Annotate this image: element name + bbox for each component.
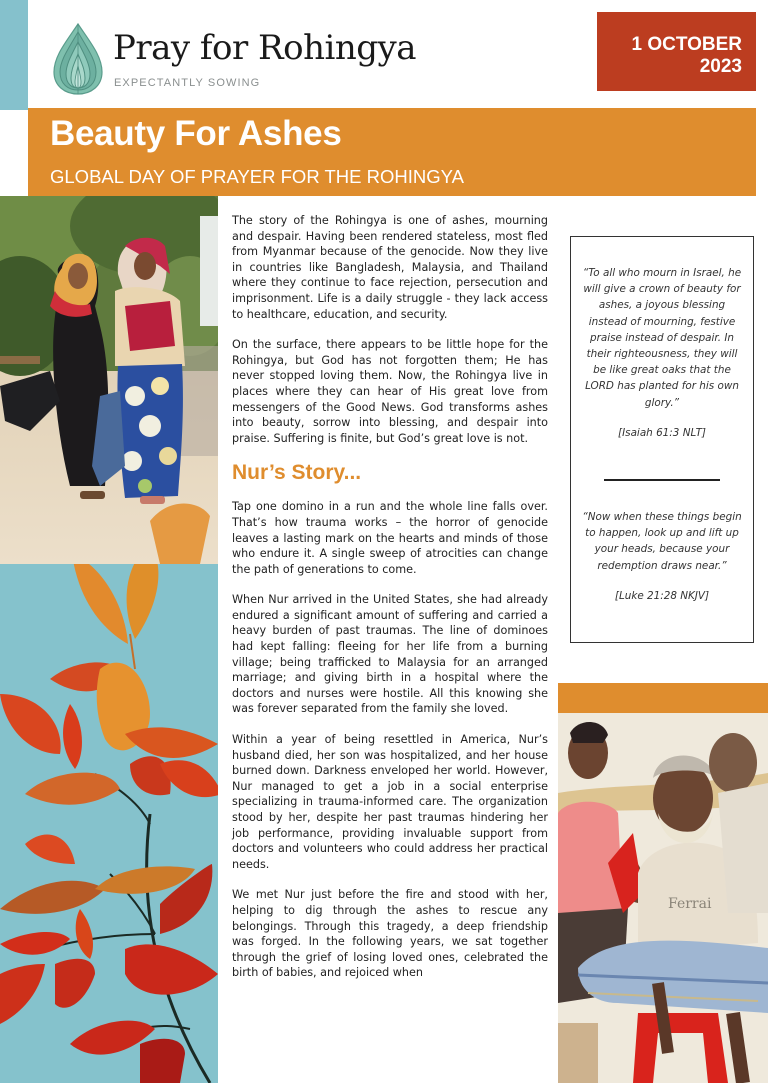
- intro-paragraph: On the surface, there appears to be little hope for the Rohingya, but God has not forgotten them; He has never stopped loving them. Now, the Rohingya live in places where they can hear of His great love from messengers of the Good News. God transforms ashes into beauty, sorrow into blessing, and despair into praise. Suffering is finite, but God’s great love is not.: [232, 338, 548, 445]
- date-badge: [597, 12, 756, 91]
- autumn-leaves-illustration: [0, 564, 218, 1083]
- title-banner: [28, 108, 756, 196]
- page-subtitle: GLOBAL DAY OF PRAYER FOR THE ROHINGYA: [50, 166, 464, 187]
- story-paragraph: Tap one domino in a run and the whole line falls over. That’s how trauma works – the horror of genocide leaves a lasting mark on the hearts and minds of those who endure it. A single sweep of atrocities can change the path of generations to come.: [232, 500, 548, 576]
- story-paragraph: Within a year of being resettled in America, Nur’s husband died, her son was hospitalized, and her house burned down. Darkness enveloped her world. However, Nur managed to get a job in a social enterprise specializing in trauma-informed care. The organization stood by her, despite her past traumas hindering her job performance, providing invaluable support from doctors and volunteers who could address her practical needs.: [232, 733, 548, 871]
- quote-reference: [Isaiah 61:3 NLT]: [618, 426, 706, 439]
- teardrop-leaf-logo-icon: [52, 22, 104, 96]
- teal-accent-strip: [0, 0, 28, 110]
- photo-two-women-walking: [0, 196, 218, 564]
- section-heading: Nur’s Story...: [232, 461, 362, 485]
- intro-paragraph: The story of the Rohingya is one of ashes, mourning and despair. Having been rendered stateless, most fled from Myanmar because of the genocide. Now they live in countries like Bangladesh, Malaysia, and Thailand where they continue to face rejection, persecution and imprisonment. Life is a daily struggle - they lack access to healthcare, education, and security.: [232, 214, 548, 321]
- quote-reference: [Luke 21:28 NKJV]: [614, 589, 710, 602]
- scripture-quote-box: [570, 236, 754, 643]
- brand-name: Pray for Rohingya: [113, 28, 417, 68]
- date-day-month: 1 OCTOBER: [631, 34, 742, 55]
- quote-text: “Now when these things begin to happen, look up and lift up your heads, because your redemption draws near.”: [582, 511, 742, 572]
- date-year: 2023: [699, 56, 742, 77]
- orange-accent-bar: [558, 683, 768, 713]
- photo-seated-men: [558, 713, 768, 1083]
- quote-text: “To all who mourn in Israel, he will give a crown of beauty for ashes, a joyous blessing instead of mourning, festive praise instead of despair. In their righteousness, they will be like great oaks that the LORD has planted for his own glory.”: [582, 267, 742, 409]
- story-paragraph: We met Nur just before the fire and stood with her, helping to dig through the ashes to rescue any belongings. Through this tragedy, a deep friendship was forged. In the following years, we sat together through the grief of losing loved ones, celebrated the birth of babies, and rejoiced when: [232, 888, 548, 980]
- story-paragraph: When Nur arrived in the United States, she had already endured a significant amount of suffering and carried a heavy burden of past traumas. The line of dominoes had kept falling: fleeing for her life from a burning village; being trafficked to Malaysia for an arranged marriage; and giving birth in a hospital where the doctors and nurses were hostile. All this knowing she was forever separated from the family she loved.: [232, 593, 548, 716]
- divider: [604, 479, 720, 481]
- article-body: [232, 213, 548, 996]
- svg-text:Ferrai: Ferrai: [668, 896, 712, 912]
- brand-tagline: EXPECTANTLY SOWING: [114, 77, 261, 89]
- page-title: Beauty For Ashes: [50, 114, 342, 153]
